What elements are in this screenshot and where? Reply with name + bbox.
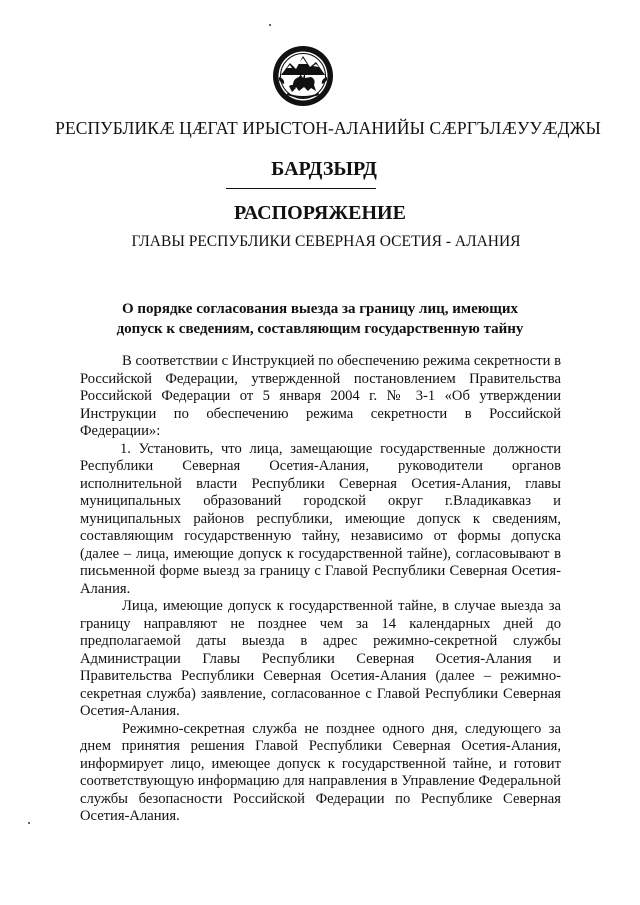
body-paragraph-item-1: 1. Установить, что лица, замещающие государственные должности Республики Северная Осетия-Алания, руководители органов исполнительной власти Республики Северная Осетия-Алания, главы муниципальных образований городской округ г.Владикавказ и муниципальных районов республики, имеющие допуск к сведениям, составляющим государственную тайну, независимо от формы допуска (далее – лица, имеющие допуск к государственной тайне), согласовывают в письменной форме выезд за границу с Главой Республики Северная Осетия-Алания. [80,440,561,597]
document-subject [80,299,560,339]
scan-speck [269,24,271,26]
issuer-line: ГЛАВЫ РЕСПУБЛИКИ СЕВЕРНАЯ ОСЕТИЯ - АЛАНИЯ [131,233,521,250]
republic-name-ossetian: РЕСПУБЛИКӔ ЦӔГАТ ИРЫСТОН-АЛАНИЙЫ СӔРГЪЛӔУУӔДЖЫ [55,118,601,138]
coat-of-arms-emblem-icon [271,44,335,108]
body-paragraph-security-service: Режимно-секретная служба не позднее одного дня, следующего за днем принятия решения Главой Республики Северная Осетия-Алания, информирует лицо, имеющее допуск к государственной тайне, и готовит соответствующую информацию для направления в Управление Федеральной службы безопасности Российской Федерации по Республике Северная Осетия-Алания. [80,720,561,824]
document-title-ossetian: БАРДЗЫРД [271,158,377,180]
subject-line-1: О порядке согласования выезда за границу лиц, имеющих [121,301,519,317]
scan-speck [28,822,30,824]
title-divider [226,188,376,189]
body-paragraph-applicants: Лица, имеющие допуск к государственной тайне, в случае выезда за границу направляют не позднее чем за 14 календарных дней до предполагаемой даты выезда в адрес режимно-секретной службы Администрации Главы Республики Северная Осетия-Алания и Правительства Республики Северная Осетия-Алания (далее – режимно-секретная служба) заявление, согласованное с Главой Республики Северная Осетия-Алания. [80,598,561,719]
document-title-russian: РАСПОРЯЖЕНИЕ [234,202,406,224]
subject-line-2: допуск к сведениям, составляющим государственную тайну [116,321,524,337]
document-body [80,353,561,826]
body-paragraph-preamble: В соответствии с Инструкцией по обеспечению режима секретности в Российской Федерации, утвержденной постановлением Правительства Российской Федерации от 5 января 2004 г. № 3-1 «Об утверждении Инструкции по обеспечению режима секретности в Российской Федерации»: [80,353,561,439]
